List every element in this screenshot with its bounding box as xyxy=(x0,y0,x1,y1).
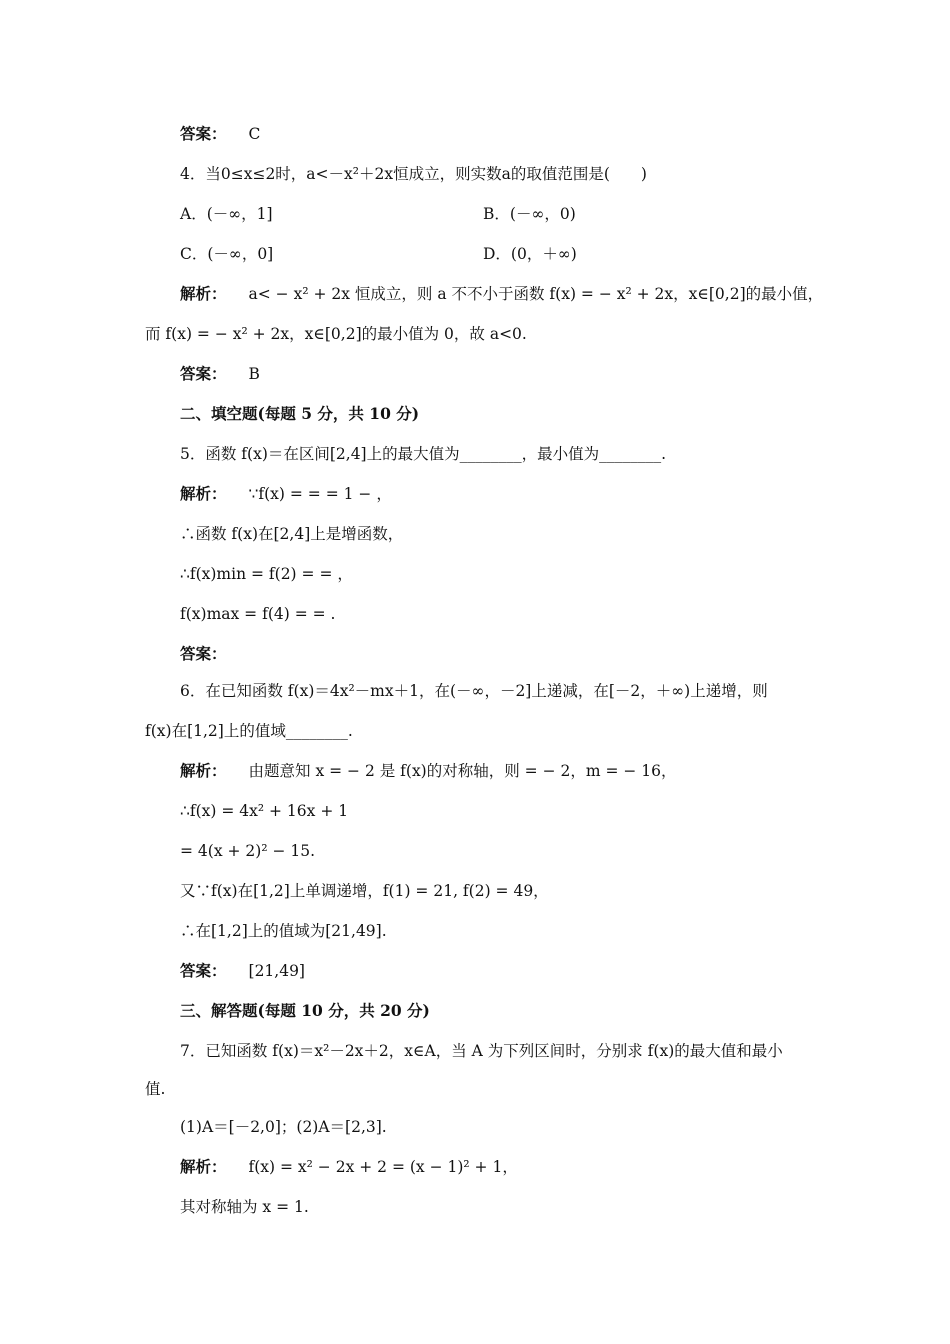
answer-value: C xyxy=(248,125,261,143)
solution-text: f(x) = x² − 2x + 2 = (x − 1)² + 1， xyxy=(248,1158,518,1176)
line-answer-5 xyxy=(180,643,227,665)
option-b: B．(－∞，0) xyxy=(483,205,576,223)
solution-5-line2: ∴函数 f(x)在[2,4]上是增函数， xyxy=(180,525,404,543)
solution-6-line1 xyxy=(180,760,677,782)
line-answer-1 xyxy=(180,123,260,145)
option-a: A．(－∞，1] xyxy=(180,205,273,223)
question-7-line2: 值. xyxy=(145,1080,166,1098)
solution-7-line2: 其对称轴为 x = 1. xyxy=(180,1198,309,1216)
answer-value: B xyxy=(248,365,260,383)
question-6-line2: f(x)在[1,2]上的值域________. xyxy=(145,722,353,740)
solution-6-line5: ∴在[1,2]上的值域为[21,49]. xyxy=(180,922,387,940)
solution-5-line3: ∴f(x)min = f(2) = = ， xyxy=(180,565,353,583)
solution-6-line4: 又∵f(x)在[1,2]上单调递增，f(1) = 21, f(2) = 49， xyxy=(180,882,549,900)
solution-4-line1 xyxy=(180,283,823,305)
answer-label: 答案： xyxy=(180,961,227,980)
solution-6-line2: ∴f(x) = 4x² + 16x + 1 xyxy=(180,802,349,820)
solution-text: 由题意知 x = − 2 是 f(x)的对称轴，则 = − 2，m = − 16， xyxy=(248,762,677,780)
solution-6-line3: = 4(x + 2)² − 15. xyxy=(180,842,316,860)
solution-4-line2: 而 f(x) = − x² + 2x，x∈[0,2]的最小值为 0，故 a<0. xyxy=(145,325,527,343)
line-answer-6 xyxy=(180,960,305,982)
line-answer-4 xyxy=(180,363,260,385)
solution-5-line4: f(x)max = f(4) = = . xyxy=(180,605,336,623)
solution-text: a< − x² + 2x 恒成立，则 a 不不小于函数 f(x) = − x² + 2x，x∈[0,2]的最小值， xyxy=(248,285,824,303)
solution-label: 解析： xyxy=(180,484,227,503)
solution-text: ∵f(x) = = = 1 − ， xyxy=(248,485,392,503)
question-6-line1: 6．在已知函数 f(x)＝4x²－mx＋1，在(－∞，－2]上递减，在[－2，＋∞)上递增，则 xyxy=(180,682,768,700)
question-7-line1: 7．已知函数 f(x)＝x²－2x＋2，x∈A，当 A 为下列区间时，分别求 f(x)的最大值和最小 xyxy=(180,1042,783,1060)
solution-5-line1 xyxy=(180,483,392,505)
answer-label: 答案： xyxy=(180,124,227,143)
solution-label: 解析： xyxy=(180,1157,227,1176)
option-d: D．(0，＋∞) xyxy=(483,245,577,263)
answer-label: 答案： xyxy=(180,644,227,663)
question-7-parts: (1)A＝[－2,0]；(2)A＝[2,3]. xyxy=(180,1118,387,1136)
answer-value: [21,49] xyxy=(248,962,305,980)
section-fill-blank-heading: 二、填空题(每题 5 分，共 10 分) xyxy=(180,404,420,423)
option-c: C．(－∞，0] xyxy=(180,245,274,263)
solution-label: 解析： xyxy=(180,284,227,303)
answer-label: 答案： xyxy=(180,364,227,383)
solution-7-line1 xyxy=(180,1156,518,1178)
solution-label: 解析： xyxy=(180,761,227,780)
question-5: 5．函数 f(x)＝在区间[2,4]上的最大值为________，最小值为________. xyxy=(180,445,667,463)
section-answer-heading: 三、解答题(每题 10 分，共 20 分) xyxy=(180,1001,430,1020)
question-4: 4．当0≤x≤2时，a<－x²＋2x恒成立，则实数a的取值范围是( ) xyxy=(180,165,647,183)
